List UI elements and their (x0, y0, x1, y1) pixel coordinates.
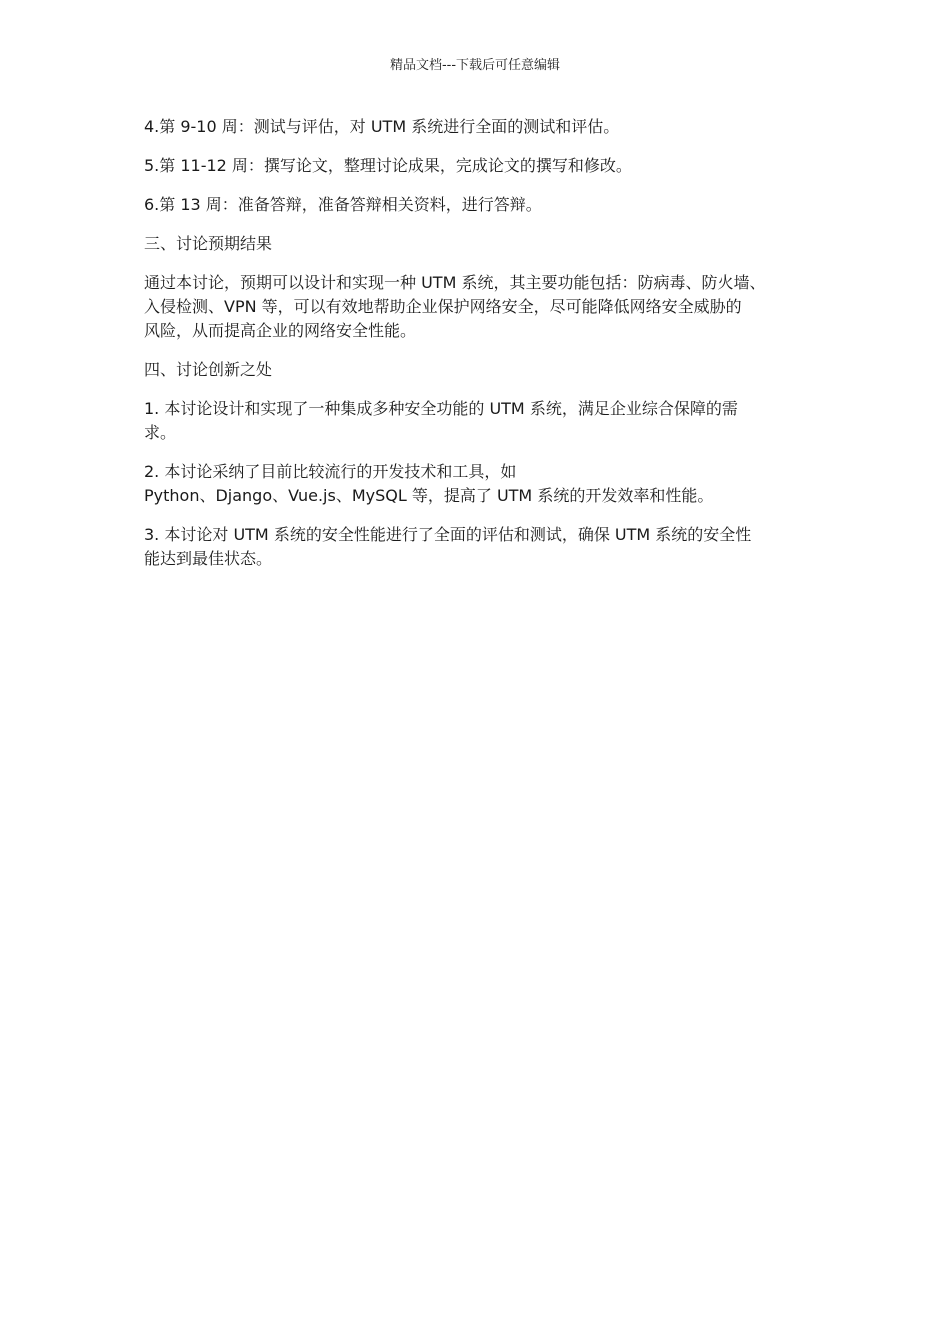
innovation-item-1 (144, 397, 816, 445)
text-line: 6.第 13 周：准备答辩，准备答辩相关资料，进行答辩。 (144, 195, 542, 214)
page-header: 精品文档---下载后可任意编辑 (389, 58, 561, 73)
schedule-week-13 (144, 193, 816, 217)
expected-results-paragraph (144, 271, 816, 343)
heading-text: 三、讨论预期结果 (144, 234, 273, 253)
innovation-item-3 (144, 523, 816, 571)
section-heading-expected-results (144, 232, 816, 256)
section-heading-innovations (144, 358, 816, 382)
text-line: 3. 本讨论对 UTM 系统的安全性能进行了全面的评估和测试，确保 UTM 系统的安全性 (144, 525, 752, 544)
text-line: 求。 (144, 423, 177, 442)
text-line: 能达到最佳状态。 (144, 549, 273, 568)
innovation-item-2 (144, 460, 816, 508)
schedule-week-11-12 (144, 154, 816, 178)
heading-text: 四、讨论创新之处 (144, 360, 273, 379)
text-line: 4.第 9-10 周：测试与评估，对 UTM 系统进行全面的测试和评估。 (144, 117, 620, 136)
text-line: Python、Django、Vue.js、MySQL 等，提高了 UTM 系统的开发效率和性能。 (144, 486, 714, 505)
text-line: 风险，从而提高企业的网络安全性能。 (144, 321, 417, 340)
text-line: 5.第 11-12 周：撰写论文，整理讨论成果，完成论文的撰写和修改。 (144, 156, 632, 175)
document-body (144, 115, 816, 586)
text-line: 入侵检测、VPN 等，可以有效地帮助企业保护网络安全，尽可能降低网络安全威胁的 (144, 297, 742, 316)
text-line: 2. 本讨论采纳了目前比较流行的开发技术和工具，如 (144, 462, 517, 481)
text-line: 通过本讨论，预期可以设计和实现一种 UTM 系统，其主要功能包括：防病毒、防火墙、 (144, 273, 766, 292)
text-line: 1. 本讨论设计和实现了一种集成多种安全功能的 UTM 系统，满足企业综合保障的需 (144, 399, 738, 418)
schedule-week-9-10 (144, 115, 816, 139)
